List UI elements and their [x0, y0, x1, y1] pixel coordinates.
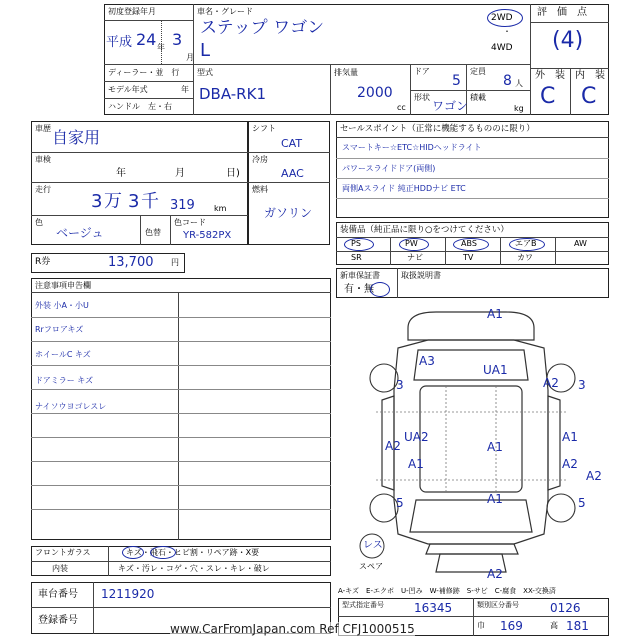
dealer-label: ディーラー・並 行	[108, 68, 180, 77]
capacity-unit: 人	[515, 79, 523, 88]
damage-wheel-fl: 3	[396, 378, 404, 392]
damage-edge-a2: A2	[586, 469, 602, 483]
sales-point-2: パワースライドドア(両側)	[342, 164, 436, 173]
mileage-rest: 319	[170, 198, 195, 213]
category-value: 0126	[550, 601, 581, 615]
exterior-label: 外 装	[535, 70, 565, 81]
first-reg-label: 初度登録年月	[108, 7, 156, 16]
drive-divider: ・	[503, 27, 511, 36]
shift-value: CAT	[281, 137, 303, 150]
mileage-sen-char: 千	[141, 191, 159, 212]
mileage-man-char: 万	[104, 191, 122, 212]
ac-label: 冷房	[252, 155, 268, 164]
width-value: 169	[500, 619, 523, 633]
mileage-label: 走行	[35, 185, 51, 194]
note-5: ナイソウヨゴレスレ	[35, 402, 107, 411]
drive-4wd: 4WD	[491, 43, 513, 53]
model-year-suffix: 年	[181, 85, 189, 94]
ac-value: AAC	[281, 167, 304, 180]
width-label: 巾	[477, 621, 485, 630]
damage-right-a1: A1	[562, 430, 578, 444]
legend: A-キズ E-エクボ U-凹み W-補修跡 S-サビ C-腐食 XX-交換済	[338, 587, 556, 595]
handle-label: ハンドル 左・右	[108, 102, 172, 111]
grade: L	[200, 40, 211, 61]
recycle-label: R券	[35, 257, 51, 267]
inspection-day: 日)	[226, 168, 240, 179]
notes-title: 注意事項申告欄	[35, 281, 91, 290]
fuel-label: 燃料	[252, 185, 268, 194]
equip-abs: ABS	[461, 239, 477, 248]
color-code-label: 色コード	[174, 218, 206, 227]
equip-aw: AW	[574, 239, 587, 248]
displacement-unit: cc	[397, 103, 406, 112]
load-unit: kg	[514, 104, 524, 113]
score-label: 評 価 点	[537, 7, 587, 18]
type-approval-value: 16345	[414, 601, 453, 615]
note-2: Rrフロアキズ	[35, 325, 84, 334]
damage-wheel-fr: 3	[578, 378, 586, 392]
first-reg-year-suffix: 年	[157, 43, 165, 52]
note-3: ホイールC キズ	[35, 350, 91, 359]
category-label: 類別区分番号	[477, 601, 519, 609]
height-value: 181	[566, 619, 589, 633]
damage-front-a1: A1	[487, 307, 503, 321]
spare-mark: レス	[363, 540, 383, 551]
glass-value: キズ・飛石・ヒビ割・リペア跡・X要	[126, 548, 260, 557]
shape-label: 形状	[414, 93, 430, 102]
glass-interior-label: 内装	[52, 564, 68, 573]
manual-label: 取扱説明書	[401, 271, 441, 280]
model-year-label: モデル年式	[108, 85, 148, 94]
first-reg-month: 3	[172, 30, 183, 49]
note-4: ドアミラー キズ	[35, 376, 94, 385]
car-name-label: 車名・グレード	[197, 7, 253, 16]
damage-right2-a2: A2	[562, 457, 578, 471]
reg-label: 登録番号	[38, 615, 78, 626]
car-name: ステップ ワゴン	[200, 18, 325, 38]
interior-grade: C	[581, 84, 597, 109]
warranty-label: 新車保証書	[340, 271, 380, 280]
damage-rear-a2: A2	[487, 567, 503, 581]
fuel-value: ガソリン	[264, 206, 313, 220]
use-label: 車歴	[35, 124, 51, 133]
chassis-label: 車台番号	[38, 589, 78, 600]
spare-label: スペア	[359, 562, 383, 571]
color-change-label: 色替	[145, 228, 161, 237]
score-value: (4)	[552, 28, 584, 53]
exterior-grade: C	[540, 84, 556, 109]
shift-label: シフト	[252, 124, 276, 133]
sales-point-1: スマートキー☆ETC☆HIDヘッドライト	[342, 143, 482, 152]
interior-label: 内 装	[575, 70, 605, 81]
damage-ua1: UA1	[483, 363, 508, 377]
sales-points-title: セールスポイント（正常に機能するもののに限り）	[340, 124, 535, 134]
color-label: 色	[35, 218, 43, 227]
equip-airbag: エアB	[515, 239, 537, 248]
equip-navi: ナビ	[407, 253, 423, 262]
recycle-unit: 円	[171, 258, 179, 267]
model-value: DBA-RK1	[199, 85, 266, 103]
use-value: 自家用	[52, 128, 101, 147]
glass-label: フロントガラス	[35, 548, 91, 557]
equip-pw: PW	[405, 239, 418, 248]
damage-right-a2: A2	[543, 376, 559, 390]
displacement-label: 排気量	[334, 68, 358, 77]
damage-center-a1: A1	[487, 440, 503, 454]
damage-ua2: UA2	[404, 430, 429, 444]
first-reg-month-suffix: 月	[186, 53, 194, 62]
color-value: ベージュ	[56, 226, 104, 240]
mileage-sen: 3	[128, 191, 140, 212]
equipment-title: 装備品（純正品に限り○をつけてください）	[340, 225, 509, 235]
inspection-month: 月	[175, 168, 185, 179]
load-label: 積載	[470, 93, 486, 102]
damage-left-a1: A1	[408, 457, 424, 471]
recycle-amount: 13,700	[108, 255, 154, 270]
color-code-value: YR-582PX	[183, 230, 232, 241]
note-1: 外装 小A・小U	[35, 301, 89, 310]
capacity-value: 8	[503, 73, 512, 89]
glass-interior-value: キズ・汚レ・コゲ・穴・スレ・キレ・破レ	[118, 564, 270, 573]
damage-rear-a1: A1	[487, 492, 503, 506]
mileage-unit: km	[214, 204, 227, 213]
first-reg-year: 24	[136, 30, 157, 49]
height-label: 高	[550, 621, 558, 630]
chassis-value: 1211920	[101, 587, 155, 601]
equip-sr: SR	[351, 253, 362, 262]
equip-tv: TV	[463, 253, 474, 262]
first-reg-era: 平成	[106, 35, 133, 50]
shape-value: ワゴン	[432, 99, 469, 113]
inspection-year: 年	[116, 168, 126, 179]
drive-2wd: 2WD	[491, 13, 513, 23]
doors-value: 5	[452, 73, 461, 89]
capacity-label: 定員	[470, 67, 486, 76]
equip-leather: カワ	[517, 253, 533, 262]
warranty-value: 有・無	[344, 284, 374, 295]
inspection-label: 車検	[35, 155, 51, 164]
displacement-value: 2000	[357, 85, 393, 101]
door-label: ドア	[414, 67, 430, 76]
type-approval-label: 型式指定番号	[342, 601, 384, 609]
damage-left-a2: A2	[385, 439, 401, 453]
damage-wheel-rr: 5	[578, 496, 586, 510]
mileage-man: 3	[91, 191, 103, 212]
damage-a3: A3	[419, 354, 435, 368]
damage-wheel-rl: 5	[396, 496, 404, 510]
model-label: 型式	[197, 68, 213, 77]
sales-point-3: 両側Aスライド 純正HDDナビ ETC	[342, 184, 466, 193]
watermark: www.CarFromJapan.com Ref CFJ1000515	[170, 622, 415, 636]
equip-ps: PS	[351, 239, 361, 248]
